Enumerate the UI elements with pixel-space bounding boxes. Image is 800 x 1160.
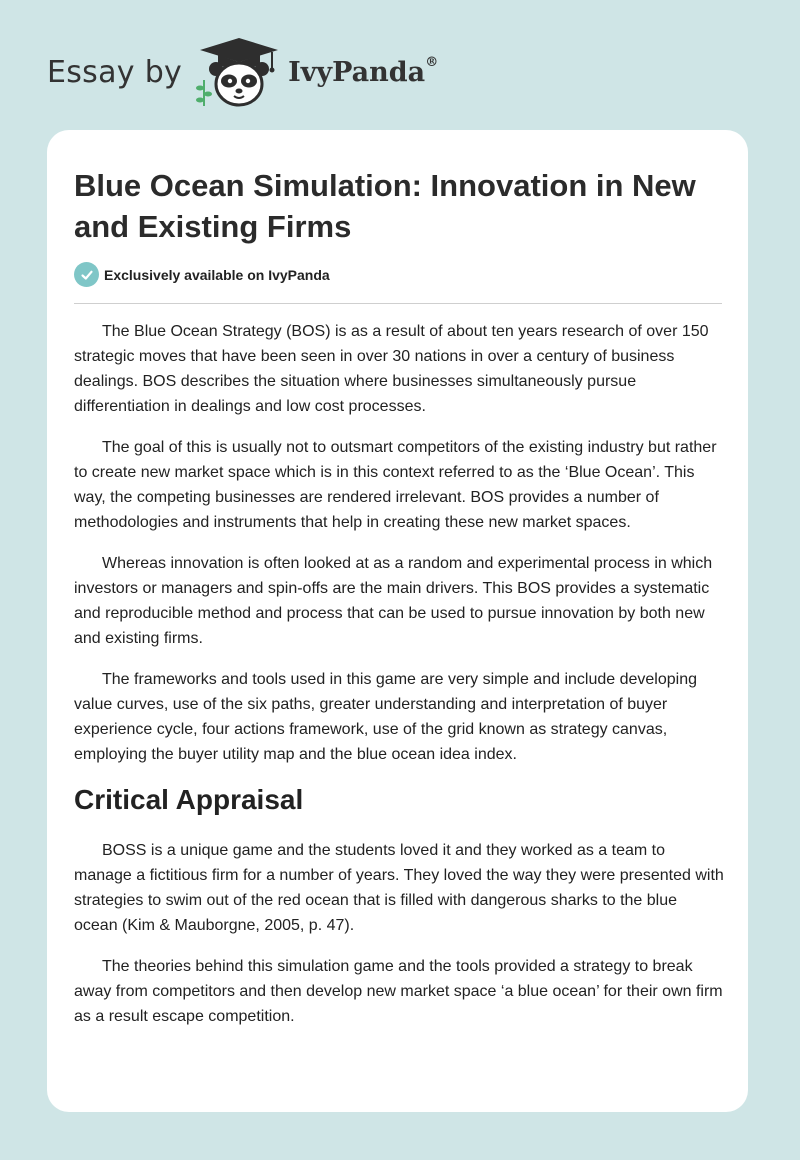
paragraph: BOSS is a unique game and the students loved it and they worked as a team to manage a fictitious firm for a number of years. They loved the way they were presented with strategies to swim out of the red ocean that is filled with dangerous sharks to the blue ocean (Kim & Mauborgne, 2005, p. 47). (74, 842, 724, 934)
registered-mark: ® (425, 54, 439, 70)
brand-text: IvyPanda (288, 56, 426, 88)
essay-by-label: Essay by (47, 54, 183, 90)
brand-name[interactable] (288, 54, 439, 88)
essay-body (74, 319, 724, 1045)
paragraph: Whereas innovation is often looked at as a random and experimental process in which investors or managers and spin-offs are the main drivers. This BOS provides a systematic and reproducible method and process that can be used to pursue innovation by both new and existing firms. (74, 555, 713, 647)
paragraph: The frameworks and tools used in this game are very simple and include developing value curves, use of the six paths, greater understanding and interpretation of buyer experience cycle, four actions framework, use of the grid known as strategy canvas, employing the buyer utility map and the blue ocean idea index. (74, 671, 697, 763)
essay-card (47, 130, 748, 1112)
paragraph: The theories behind this simulation game and the tools provided a strategy to break away from competitors and then develop new market space ‘a blue ocean’ for their own firm as a result escape competition. (74, 958, 723, 1025)
site-header (47, 36, 438, 108)
paragraph: The Blue Ocean Strategy (BOS) is as a result of about ten years research of over 150 strategic moves that have been seen in over 30 nations in over a century of business dealings. BOS describes the situation where businesses simultaneously pursue differentiation in dealings and low cost processes. (74, 323, 709, 415)
exclusive-badge (74, 262, 330, 287)
paragraph: The goal of this is usually not to outsmart competitors of the existing industry but rather to create new market space which is in this context referred to as the ‘Blue Ocean’. This way, the competing businesses are rendered irrelevant. BOS provides a number of methodologies and instruments that help in creating these new market spaces. (74, 439, 717, 531)
section-heading: Critical Appraisal (74, 784, 304, 815)
panda-graduate-logo-icon[interactable] (196, 36, 282, 108)
title-divider (74, 303, 722, 304)
check-circle-icon (74, 262, 99, 287)
exclusive-badge-text: Exclusively available on IvyPanda (104, 266, 330, 283)
essay-title: Blue Ocean Simulation: Innovation in New and Existing Firms (74, 168, 696, 244)
